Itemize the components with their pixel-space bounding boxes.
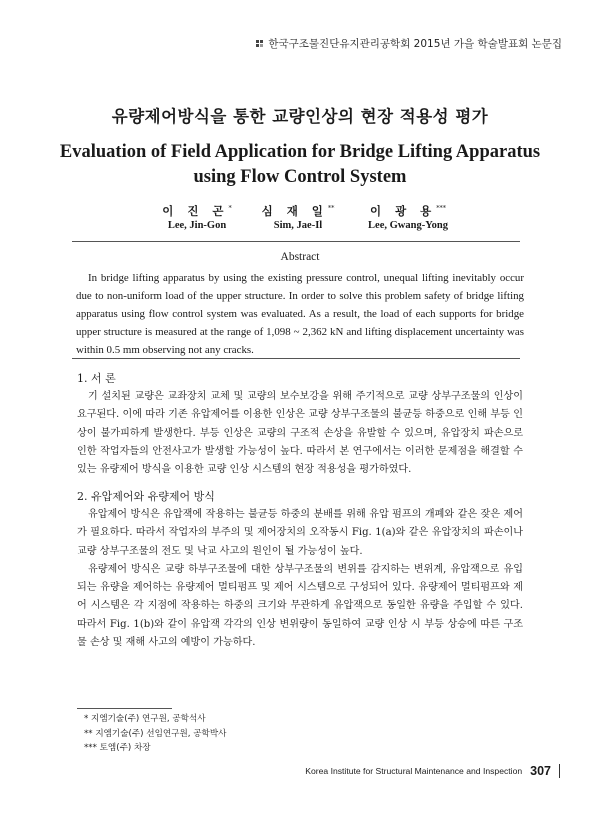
author-1-kr-name: 이 진 곤 [162,204,229,218]
author-2-kr-name: 심 재 일 [261,204,328,218]
author-2-mark: ** [327,204,335,212]
journal-mark-icon [256,40,264,48]
section-2-paragraph-1: 유압제어 방식은 유압잭에 작용하는 불균등 하중의 분배를 위해 유압 펌프의 개폐와 같은 잦은 제어가 필요하다. 따라서 작업자의 부주의 및 제어장치의 오작동시 Fig. 1(a)와 같은 유압장치의 파손이나 교량 상부구조물의 전도 및 낙교 사고의 원인이 될 가능성이 높다. [77,509,523,557]
section-2-body [77,506,523,652]
abstract-heading: Abstract [280,251,320,263]
page-number: 307 [530,764,560,778]
section-1-heading: 1. 서 론 [77,372,116,385]
section-2-paragraph-2: 유량제어 방식은 교량 하부구조물에 대한 상부구조물의 변위를 감지하는 변위계, 유압잭으로 유입되는 유량을 제어하는 유량제어 멀티펌프 및 제어 시스템으로 구성되어 있다. 유량제어 멀티펌프와 제어 시스템은 각 지점에 작용하는 하중의 크기와 무관하게 유압잭으로 동일한 유량을 주입할 수 있다. 따라서 Fig. 1(b)와 같이 유압잭 각각의 인상 변위량이 동일하여 교량 인상 시 부등 상승에 따른 구조물 손상 및 재해 사고의 예방이 가능하다. [77,563,523,649]
footer-organization: Korea Institute for Structural Maintenance and Inspection [305,766,523,776]
section-1-paragraph: 기 설치된 교량은 교좌장치 교체 및 교량의 보수보강을 위해 주기적으로 교량 상부구조물의 인상이 요구된다. 이에 따라 기존 유압제어를 이용한 인상은 교량 상부구조물의 불균등 하중으로 인해 부등 인상이 불가피하게 발생한다. 부등 인상은 교량의 구조적 손상을 유발할 수 있으며, 유압장치 파손으로 인한 작업자들의 안전사고가 발생할 가능성이 높다. 따라서 본 연구에서는 이러한 문제점을 해결할 수 있는 유량제어 방식을 이용한 교량 인상 시스템의 현장 적용성을 평가하였다. [77,391,523,476]
abstract-bottom-rule [72,358,520,359]
author-1-en: Lee, Jin-Gon [167,220,227,231]
footnote-1: * 지엠기술(주) 연구원, 공학석사 [84,714,206,724]
author-3 [338,203,478,231]
footnote-3: *** 토엠(주) 차장 [84,743,151,753]
abstract-body [76,269,524,359]
section-1-body [77,388,523,479]
author-2-en: Sim, Jae-Il [273,220,323,231]
author-3-kr [338,203,478,219]
abstract-top-rule [72,241,520,242]
journal-header [256,36,562,51]
section-2-heading: 2. 유압제어와 유량제어 방식 [77,490,215,503]
footnote-rule [77,708,172,709]
abstract-text: In bridge lifting apparatus by using the existing pressure control, unequal lifting inevitably occur due to non-uniform load of the upper structure. In order to solve this problem safety of bridge lifting apparatus using flow control system was evaluated. As a result, the load of each supports for bridge upper structure is measured at the range of 1,098 ~ 2,362 kN and lifting displacement uncertainty was within 0.5 mm observing not any cracks. [76,272,524,356]
author-3-en: Lee, Gwang-Yong [368,220,448,231]
title-korean: 유량제어방식을 통한 교량인상의 현장 적용성 평가 [111,107,489,126]
page-footer [305,763,560,779]
author-3-kr-name: 이 광 용 [369,204,437,218]
author-3-mark: *** [436,204,447,212]
footnotes [84,712,226,756]
footnote-2: ** 지엠기술(주) 선임연구원, 공학박사 [84,728,227,739]
journal-header-text: 한국구조물진단유지관리공학회 2015년 가을 학술발표회 논문집 [268,38,562,50]
title-english: Evaluation of Field Application for Bridge Lifting Apparatus using Flow Control System [59,142,541,187]
author-1-mark: * [228,204,232,212]
